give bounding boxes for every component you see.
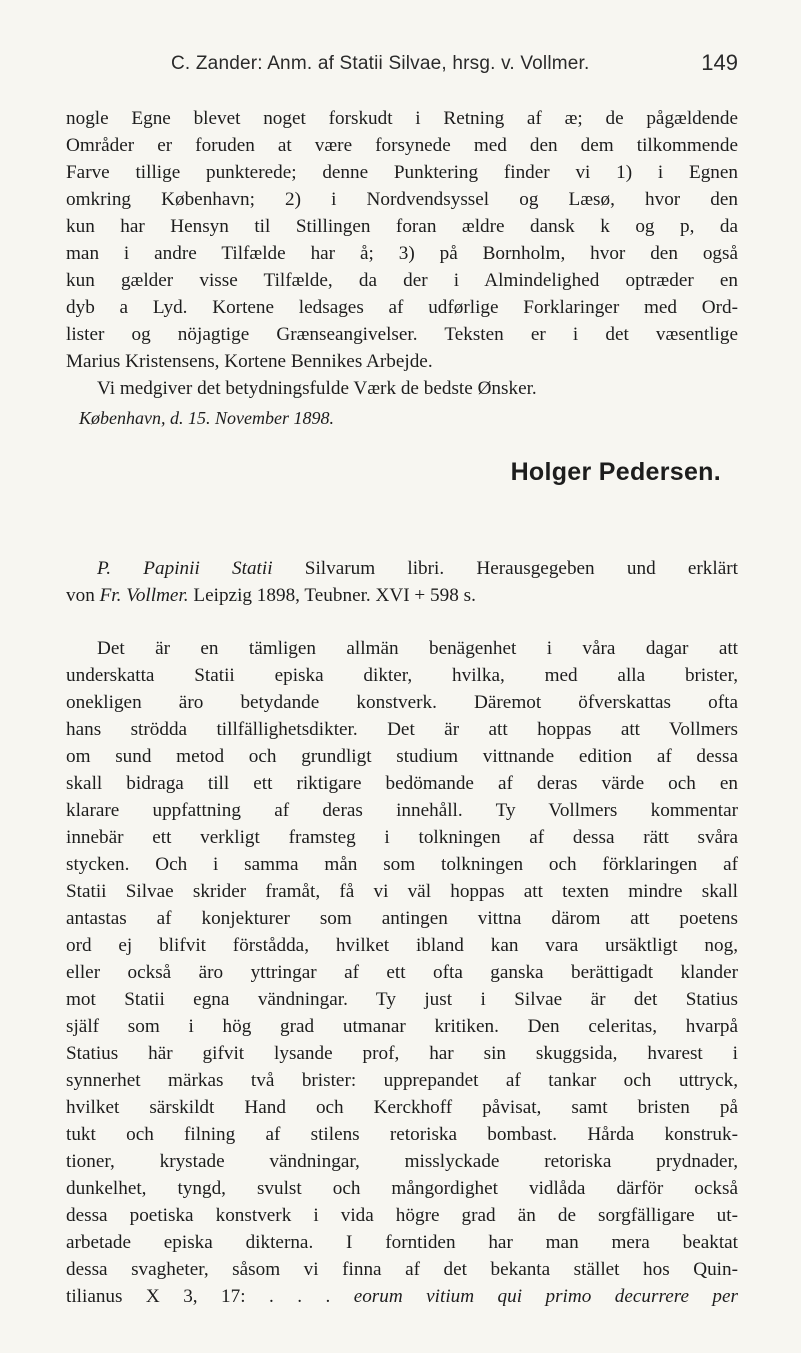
text-line: klarare uppfattning af deras innehåll. Ty Vollmers kommentar (66, 800, 738, 821)
text-line: Marius Kristensens, Kortene Bennikes Arbejde. (66, 351, 433, 372)
text-line: Statii Silvae skrider framåt, få vi väl hoppas att texten mindre skall (66, 881, 738, 902)
text-line: eller också äro yttringar af ett ofta ganska berättigadt klander (66, 962, 738, 983)
text-line: kun gælder visse Tilfælde, da der i Almindelighed optræder en (66, 270, 738, 291)
text-line: innebär ett verkligt framsteg i tolkningen af dessa rätt svåra (66, 827, 738, 848)
text-line: mot Statii egna vändningar. Ty just i Silvae är det Statius (66, 989, 738, 1010)
signature: Holger Pedersen. (510, 458, 721, 486)
editor-name: Fr. Vollmer. (99, 585, 189, 606)
text-line: omkring København; 2) i Nordvendsyssel og Læsø, hvor den (66, 189, 738, 210)
text-line: Områder er foruden at være forsynede med den dem tilkommende (66, 135, 738, 156)
latin-quote: eorum vitium qui primo decurrere per (353, 1286, 739, 1307)
text-line: man i andre Tilfælde har å; 3) på Bornholm, hvor den også (66, 243, 738, 264)
text-line: dessa poetiska konstverk i vida högre grad än de sorgfälligare ut- (66, 1205, 738, 1226)
publication-info: Leipzig 1898, Teubner. XVI + 598 s. (188, 585, 476, 606)
text-line: hvilket särskildt Hand och Kerckhoff påvisat, samt bristen på (66, 1097, 738, 1118)
editor-prefix: von (66, 585, 100, 606)
text-line: onekligen äro betydande konstverk. Däremot öfverskattas ofta (66, 692, 738, 713)
text-line: ord ej blifvit förstådda, hvilket ibland kan vara ursäktligt nog, (66, 935, 738, 956)
text-line: själf som i hög grad utmanar kritiken. Den celeritas, hvarpå (66, 1016, 738, 1037)
text-line: hans strödda tillfällighetsdikter. Det är att hoppas att Vollmers (66, 719, 738, 740)
text-line: synnerhet märkas två brister: upprepandet af tankar och uttryck, (66, 1070, 738, 1091)
text-line: dessa svagheter, såsom vi finna af det bekanta stället hos Quin- (66, 1259, 738, 1280)
text-line: arbetade episka dikterna. I forntiden har man mera beaktat (66, 1232, 738, 1253)
work-title: Silvarum libri. Herausgegeben und erklärt (272, 558, 738, 579)
text-line: Statius här gifvit lysande prof, har sin skuggsida, hvarest i (66, 1043, 738, 1064)
text-line: om sund metod och grundligt studium vittnande edition af dessa (66, 746, 738, 767)
running-header (66, 40, 738, 80)
text-line (66, 1283, 738, 1310)
danish-review-tail (66, 105, 738, 402)
text-line: lister og nöjagtige Grænseangivelser. Teksten er i det væsentlige (66, 324, 738, 345)
bibliography-line-2 (66, 582, 738, 609)
review-bibliography (66, 555, 738, 609)
text-line: tioner, krystade vändningar, misslyckade retoriska prydnader, (66, 1151, 738, 1172)
page-number: 149 (701, 50, 738, 75)
bibliography-line-1 (66, 555, 738, 582)
work-author: P. Papinii Statii (97, 558, 273, 579)
text-line: dyb a Lyd. Kortene ledsages af udførlige Forklaringer med Ord- (66, 297, 738, 318)
text-line: Farve tillige punkterede; denne Punktering finder vi 1) i Egnen (66, 162, 738, 183)
text-line: Det är en tämligen allmän benägenhet i våra dagar att (97, 638, 738, 659)
text-line: skall bidraga till ett riktigare bedömande af deras värde och en (66, 773, 738, 794)
running-title: C. Zander: Anm. af Statii Silvae, hrsg. v. Vollmer. (171, 53, 590, 74)
text-line: kun har Hensyn til Stillingen foran ældre dansk k og p, da (66, 216, 738, 237)
text-line: underskatta Statii episka dikter, hvilka, med alla brister, (66, 665, 738, 686)
text-line: nogle Egne blevet noget forskudt i Retning af æ; de pågældende (66, 108, 738, 129)
review-body (66, 635, 738, 1310)
dateline: København, d. 15. November 1898. (79, 408, 334, 428)
citation-prefix: tilianus X 3, 17: . . . (66, 1286, 354, 1307)
text-line: dunkelhet, tyngd, svulst och mångordighet vidlåda därför också (66, 1178, 738, 1199)
text-line: antastas af konjekturer som antingen vittna därom att poetens (66, 908, 738, 929)
text-line: stycken. Och i samma mån som tolkningen och förklaringen af (66, 854, 738, 875)
closing-line: Vi medgiver det betydningsfulde Værk de bedste Ønsker. (97, 378, 537, 399)
text-line: tukt och filning af stilens retoriska bombast. Hårda konstruk- (66, 1124, 738, 1145)
